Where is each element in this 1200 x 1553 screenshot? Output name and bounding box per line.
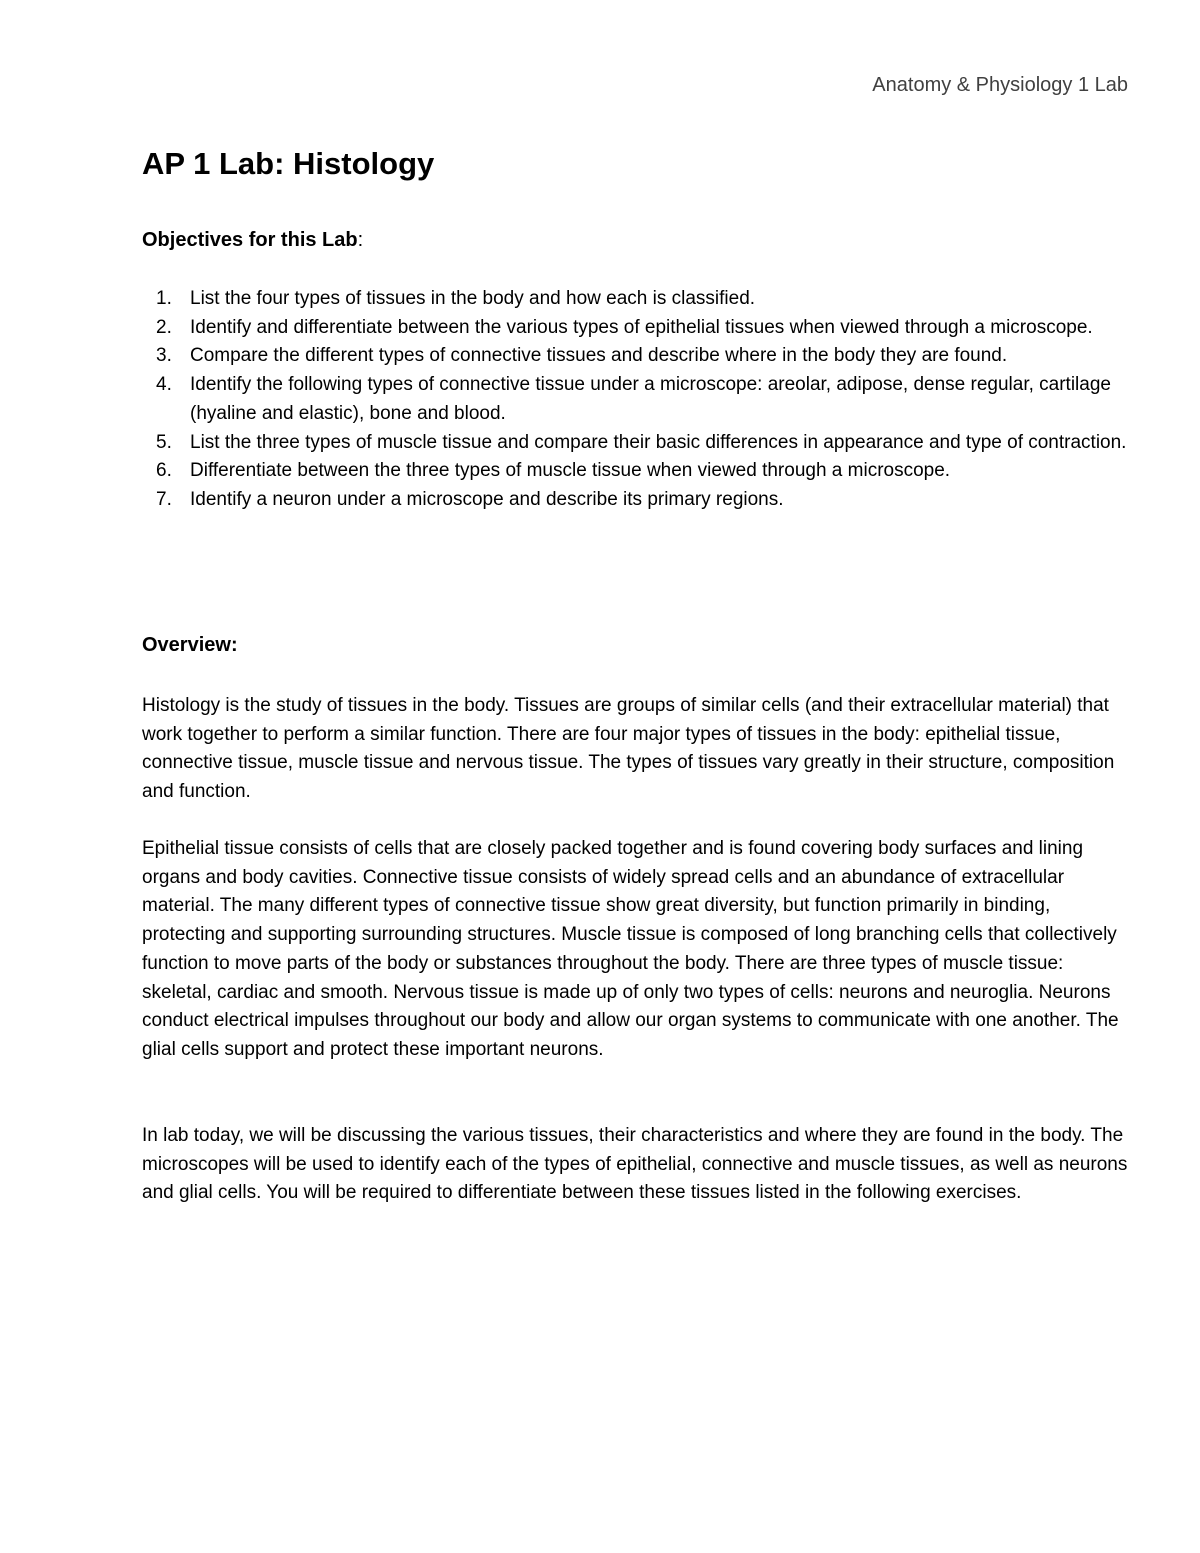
objective-number: 1. [156,288,172,309]
objective-text: Compare the different types of connective tissues and describe where in the body they are found. [190,345,1008,367]
objective-item [142,371,1132,428]
objective-number: 3. [156,345,172,367]
overview-heading: Overview: [142,634,238,656]
objectives-list [142,285,1132,515]
objective-text: Differentiate between the three types of muscle tissue when viewed through a microscope. [190,460,951,482]
objective-number: 4. [156,374,172,396]
running-header: Anatomy & Physiology 1 Lab [872,74,1128,96]
objectives-heading-text: Objectives for this Lab [142,229,358,251]
document-title: AP 1 Lab: Histology [142,146,435,181]
objectives-heading-colon: : [357,229,364,251]
overview-paragraph-3: In lab today, we will be discussing the various tissues, their characteristics and where they are found in the body. The microscopes will be used to identify each of the types of epithelial, connective and muscle tissues, as well as neurons and glial cells. You will be required to differentiate between these tissues listed in the following exercises. [142,1125,1128,1204]
objective-number: 5. [156,431,172,453]
objectives-heading [142,229,363,252]
objective-item [142,457,1132,486]
overview-paragraph-2: Epithelial tissue consists of cells that are closely packed together and is found covering body surfaces and lining organs and body cavities. Connective tissue consists of widely spread cells and an abundance of extracellular material. The many different types of connective tissue show great diversity, but function primarily in binding, protecting and supporting surrounding structures. Muscle tissue is composed of long branching cells that collectively function to move parts of the body or substances throughout the body. There are three types of muscle tissue: skeletal, cardiac and smooth. Nervous tissue is made up of only two types of cells: neurons and neuroglia. Neurons conduct electrical impulses throughout our body and allow our organ systems to communicate with one another. The glial cells support and protect these important neurons. [142,838,1119,1060]
objective-text: Identify a neuron under a microscope and describe its primary regions. [190,488,784,510]
objective-text: Identify and differentiate between the various types of epithelial tissues when viewed through a microscope. [190,316,1093,338]
overview-paragraph-1: Histology is the study of tissues in the body. Tissues are groups of similar cells (and their extracellular material) that work together to perform a similar function. There are four major types of tissues in the body: epithelial tissue, connective tissue, muscle tissue and nervous tissue. The types of tissues vary greatly in their structure, composition and function. [142,695,1115,803]
objective-number: 6. [156,460,172,482]
objective-number: 7. [156,488,172,510]
objective-text: Identify the following types of connective tissue under a microscope: areolar, adipose, dense regular, cartilage (hyaline and elastic), bone and blood. [190,374,1111,424]
objective-item [142,285,1132,314]
objective-item [142,429,1132,458]
objective-item [142,342,1132,371]
objective-text: List the four types of tissues in the body and how each is classified. [190,288,756,309]
objective-item [142,314,1132,343]
objective-text: List the three types of muscle tissue and compare their basic differences in appearance and type of contraction. [190,431,1127,453]
objective-number: 2. [156,316,172,338]
objective-item [142,486,1132,515]
